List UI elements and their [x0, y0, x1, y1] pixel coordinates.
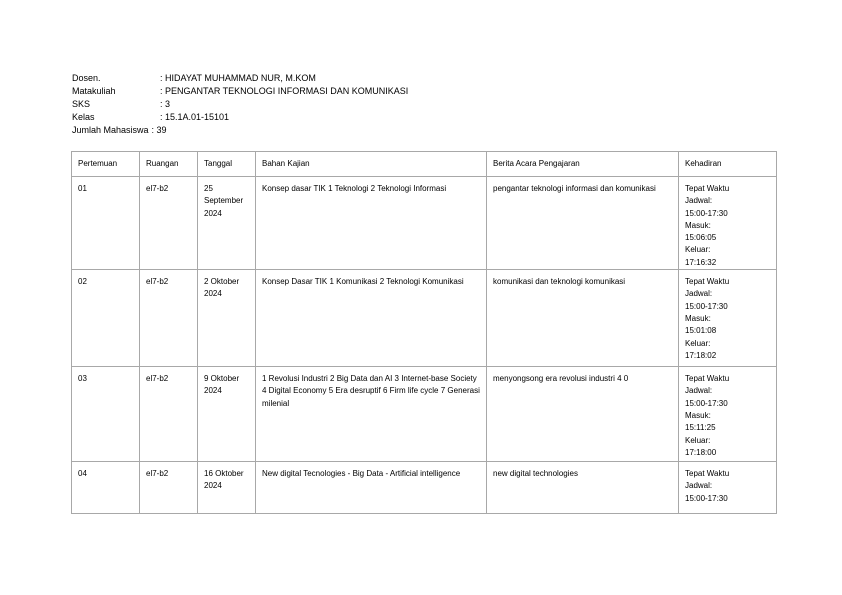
header-berita-acara: Berita Acara Pengajaran: [487, 152, 679, 177]
table-header-row: [72, 152, 777, 177]
header-ruangan: Ruangan: [140, 152, 198, 177]
jumlah-row: [72, 124, 408, 137]
attendance-masuk-label: Masuk:: [685, 410, 711, 420]
cell-bahan-kajian: New digital Tecnologies - Big Data - Artificial intelligence: [256, 462, 487, 514]
cell-kehadiran: [679, 270, 777, 367]
cell-kehadiran: [679, 367, 777, 462]
attendance-jadwal: 15:00-17:30: [685, 398, 728, 408]
cell-pertemuan: 03: [72, 367, 140, 462]
matakuliah-row: [72, 85, 408, 98]
table-row: [72, 177, 777, 270]
attendance-keluar: 17:18:02: [685, 350, 717, 360]
cell-ruangan: el7-b2: [140, 462, 198, 514]
attendance-keluar: 17:16:32: [685, 257, 717, 267]
cell-ruangan: el7-b2: [140, 177, 198, 270]
attendance-status: Tepat Waktu: [685, 469, 730, 479]
attendance-jadwal: 15:00-17:30: [685, 208, 728, 218]
cell-pertemuan: 04: [72, 462, 140, 514]
cell-tanggal: 9 Oktober 2024: [198, 367, 256, 462]
sks-row: [72, 98, 408, 111]
cell-tanggal: 2 Oktober 2024: [198, 270, 256, 367]
table-row: [72, 270, 777, 367]
header-pertemuan: Pertemuan: [72, 152, 140, 177]
attendance-jadwal-label: Jadwal:: [685, 289, 713, 299]
cell-tanggal: 16 Oktober 2024: [198, 462, 256, 514]
cell-berita-acara: komunikasi dan teknologi komunikasi: [487, 270, 679, 367]
jumlah-label: Jumlah Mahasiswa: [72, 125, 149, 135]
cell-bahan-kajian: 1 Revolusi Industri 2 Big Data dan AI 3 Internet-base Society 4 Digital Economy 5 Era desruptif 6 Firm life cycle 7 Generasi milenial: [256, 367, 487, 462]
matakuliah-value: : PENGANTAR TEKNOLOGI INFORMASI DAN KOMUNIKASI: [160, 86, 409, 96]
table-row: [72, 367, 777, 462]
cell-tanggal: 25 September 2024: [198, 177, 256, 270]
sks-label: SKS: [72, 99, 91, 109]
attendance-masuk: 15:06:05: [685, 233, 717, 243]
sks-value: : 3: [160, 99, 171, 109]
header-tanggal: Tanggal: [198, 152, 256, 177]
cell-berita-acara: menyongsong era revolusi industri 4 0: [487, 367, 679, 462]
cell-berita-acara: new digital technologies: [487, 462, 679, 514]
jumlah-value: : 39: [151, 125, 167, 135]
cell-bahan-kajian: Konsep dasar TIK 1 Teknologi 2 Teknologi Informasi: [256, 177, 487, 270]
attendance-status: Tepat Waktu: [685, 374, 730, 384]
attendance-jadwal-label: Jadwal:: [685, 386, 713, 396]
kelas-label: Kelas: [72, 112, 95, 122]
attendance-masuk-label: Masuk:: [685, 220, 711, 230]
attendance-masuk-label: Masuk:: [685, 313, 711, 323]
cell-bahan-kajian: Konsep Dasar TIK 1 Komunikasi 2 Teknologi Komunikasi: [256, 270, 487, 367]
cell-kehadiran: [679, 462, 777, 514]
table-row: [72, 462, 777, 514]
dosen-value: : HIDAYAT MUHAMMAD NUR, M.KOM: [160, 73, 316, 83]
attendance-status: Tepat Waktu: [685, 277, 730, 287]
dosen-label: Dosen.: [72, 73, 101, 83]
cell-ruangan: el7-b2: [140, 367, 198, 462]
cell-kehadiran: [679, 177, 777, 270]
attendance-keluar-label: Keluar:: [685, 245, 711, 255]
cell-berita-acara: pengantar teknologi informasi dan komunikasi: [487, 177, 679, 270]
cell-pertemuan: 02: [72, 270, 140, 367]
attendance-keluar-label: Keluar:: [685, 435, 711, 445]
dosen-row: [72, 72, 408, 85]
header-bahan-kajian: Bahan Kajian: [256, 152, 487, 177]
course-info: [72, 72, 408, 137]
attendance-keluar-label: Keluar:: [685, 338, 711, 348]
attendance-jadwal-label: Jadwal:: [685, 481, 713, 491]
attendance-table: [71, 151, 777, 514]
kelas-value: : 15.1A.01-15101: [160, 112, 230, 122]
attendance-jadwal: 15:00-17:30: [685, 301, 728, 311]
cell-ruangan: el7-b2: [140, 270, 198, 367]
attendance-jadwal: 15:00-17:30: [685, 493, 728, 503]
attendance-masuk: 15:11:25: [685, 423, 716, 433]
header-kehadiran: Kehadiran: [679, 152, 777, 177]
matakuliah-label: Matakuliah: [72, 86, 116, 96]
cell-pertemuan: 01: [72, 177, 140, 270]
attendance-keluar: 17:18:00: [685, 447, 717, 457]
attendance-jadwal-label: Jadwal:: [685, 196, 713, 206]
attendance-status: Tepat Waktu: [685, 184, 730, 193]
attendance-masuk: 15:01:08: [685, 326, 717, 336]
kelas-row: [72, 111, 408, 124]
